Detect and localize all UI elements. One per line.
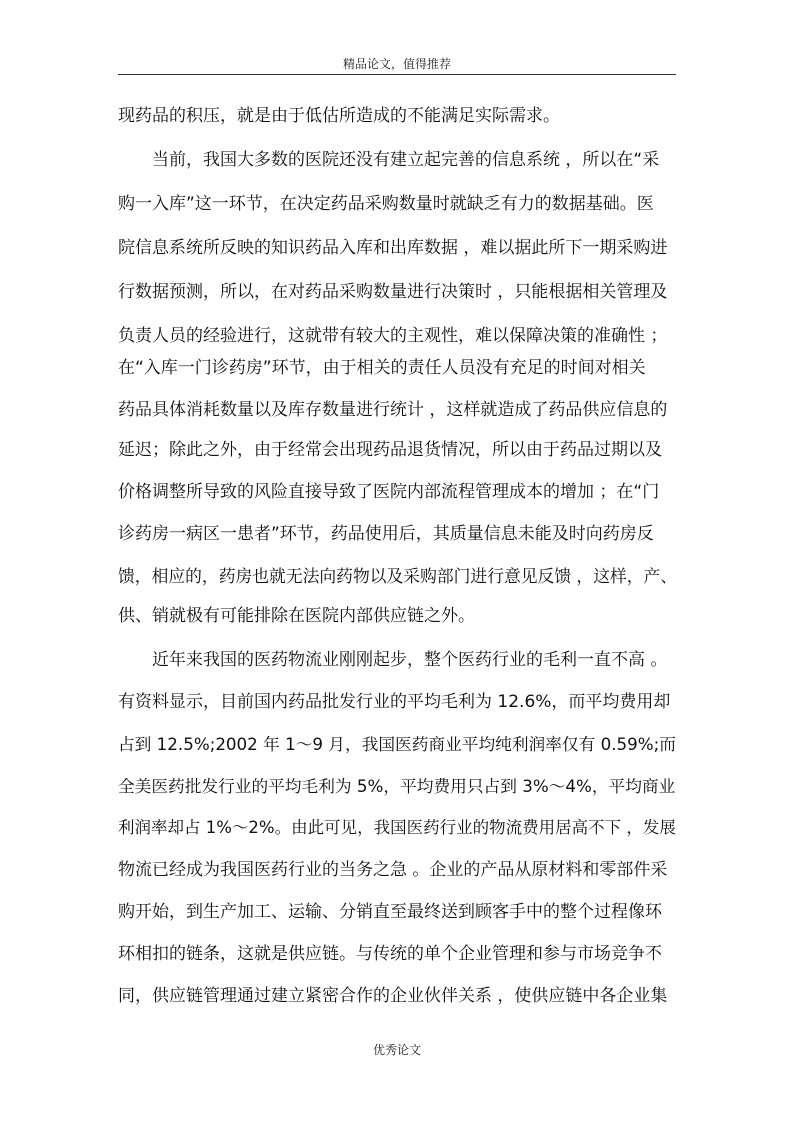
text-line: 延迟；除此之外，由于经常会出现药品退货情况，所以由于药品过期以及 (118, 440, 662, 460)
text-line: 环相扣的链条，这就是供应链。与传统的单个企业管理和参与市场竞争不 (118, 944, 662, 964)
text-line: 近年来我国的医药物流业刚刚起步，整个医药行业的毛利一直不高 。 (118, 650, 668, 670)
text-line: 在“入库一门诊药房”环节，由于相关的责任人员没有充足的时间对相关 (118, 358, 646, 378)
text-line: 药品具体消耗数量以及库存数量进行统计 ，这样就造成了药品供应信息的 (118, 400, 668, 420)
text-line: 价格调整所导致的风险直接导致了医院内部流程管理成本的增加 ；在“门 (118, 482, 660, 502)
text-line: 占到 12.5%;2002 年 1～9 月，我国医药商业平均纯利润率仅有 0.59%;而 (118, 734, 676, 754)
text-line: 诊药房一病区一患者”环节，药品使用后，其质量信息未能及时向药房反 (118, 524, 654, 544)
text-line: 现药品的积压，就是由于低估所造成的不能满足实际需求。 (118, 106, 560, 126)
header-divider (118, 74, 676, 75)
text-line: 院信息系统所反映的知识药品入库和出库数据 ，难以据此所下一期采购进 (118, 238, 668, 258)
page-footer: 优秀论文 (372, 1043, 421, 1057)
text-line: 物流已经成为我国医药行业的当务之急 。企业的产品从原材料和零部件采 (118, 860, 668, 880)
text-line: 同，供应链管理通过建立紧密合作的企业伙伴关系 ，使供应链中各企业集 (118, 986, 668, 1006)
text-line: 行数据预测，所以，在对药品采购数量进行决策时 ，只能根据相关管理及 (118, 282, 668, 302)
text-line: 馈，相应的，药房也就无法向药物以及采购部门进行意见反馈 ，这样，产、 (118, 566, 678, 586)
text-line: 利润率却占 1%～2%。由此可见，我国医药行业的物流费用居高不下 ，发展 (118, 818, 676, 837)
text-line: 当前，我国大多数的医院还没有建立起完善的信息系统 ，所以在“采 (118, 150, 660, 170)
text-line: 有资料显示，目前国内药品批发行业的平均毛利为 12.6%，而平均费用却 (118, 692, 671, 712)
text-line: 负责人员的经验进行，这就带有较大的主观性，难以保障决策的准确性 ； (118, 326, 668, 346)
text-line: 购开始，到生产加工、运输、分销直至最终送到顾客手中的整个过程像环 (118, 902, 662, 922)
text-line: 购一入库”这一环节，在决定药品采购数量时就缺乏有力的数据基础。医 (118, 194, 654, 214)
page-header: 精品论文，值得推荐 (342, 57, 451, 71)
text-line: 供、销就极有可能排除在医院内部供应链之外。 (118, 606, 475, 626)
text-line: 全美医药批发行业的平均毛利为 5%，平均费用只占到 3%～4%，平均商业 (118, 776, 676, 796)
